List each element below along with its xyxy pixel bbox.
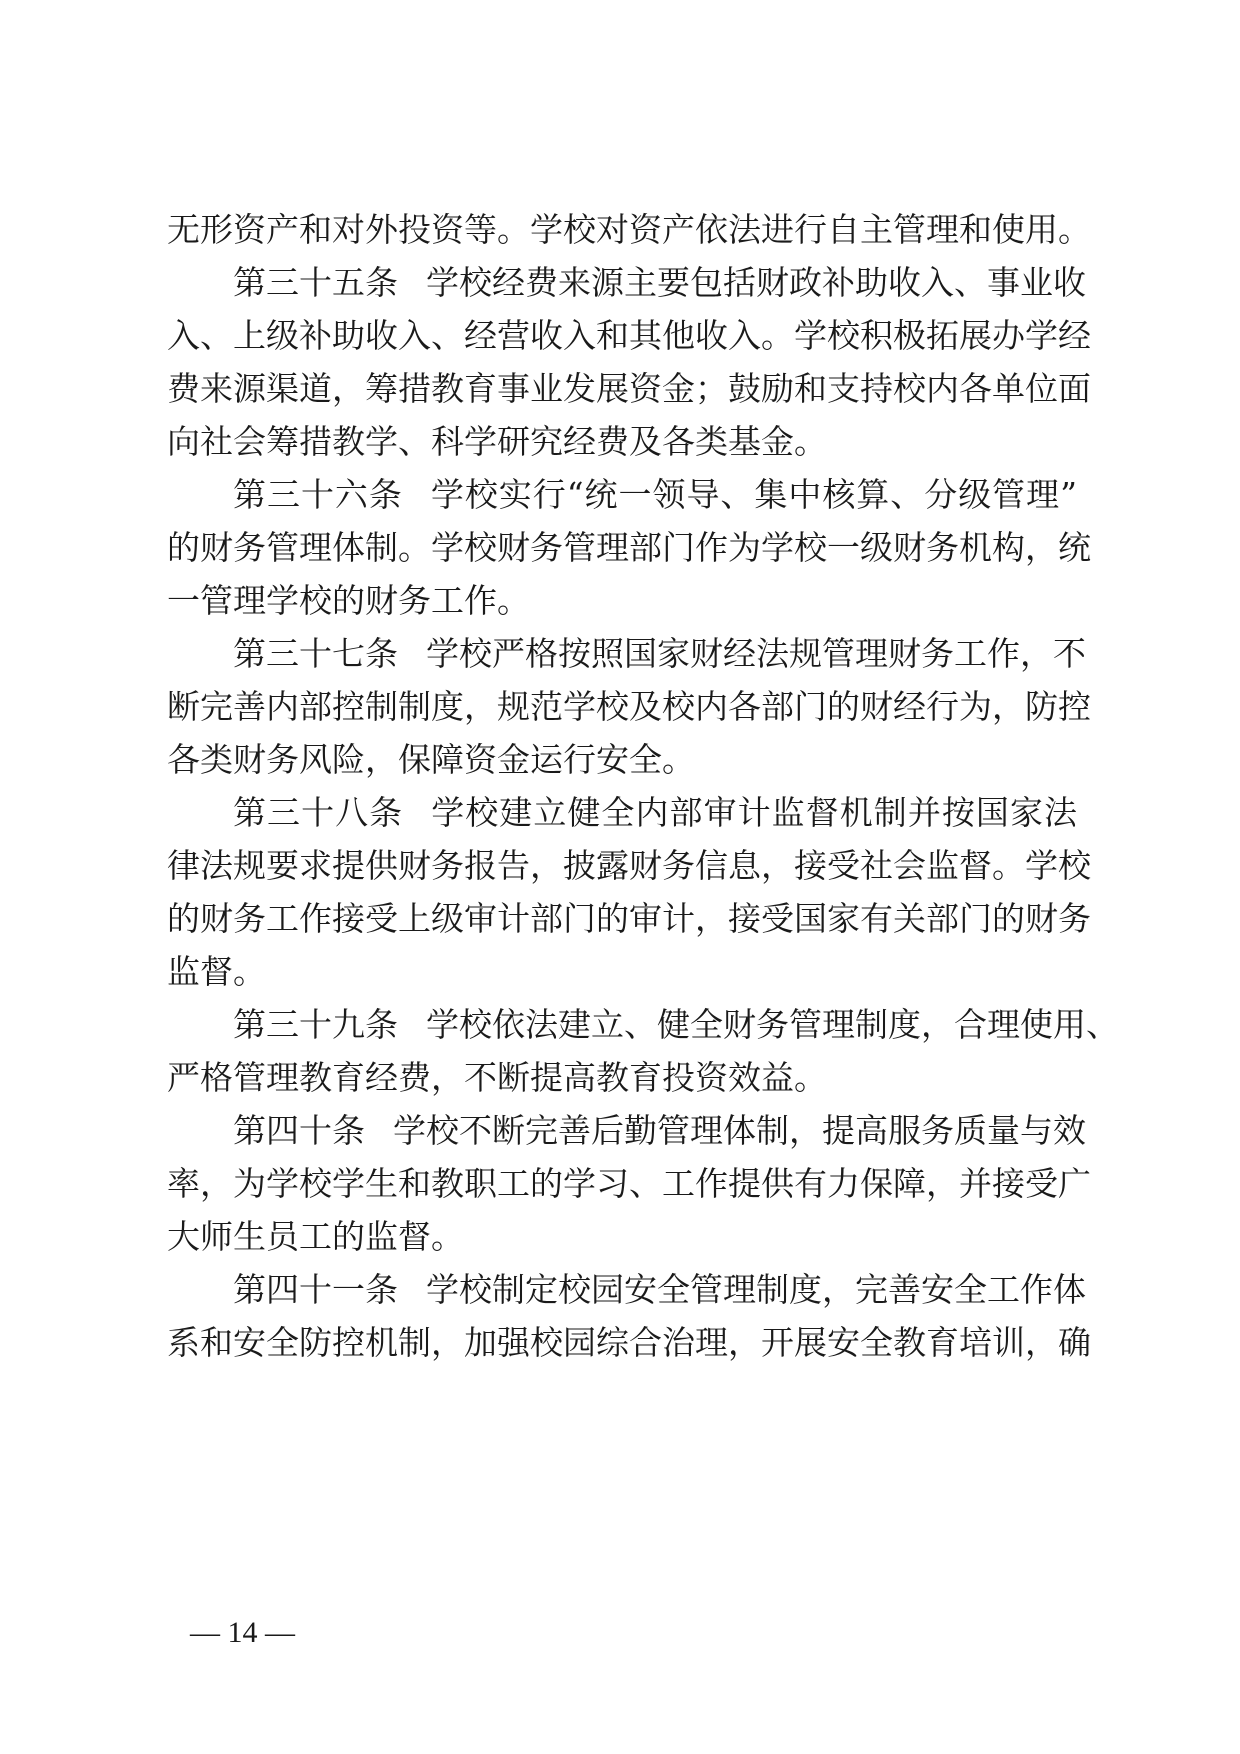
text-line: 学校经费来源主要包括财政补助收入、事业收 [426, 263, 1086, 302]
text-line: 监督。 [167, 952, 266, 991]
article-heading: 第四十条 [233, 1111, 365, 1150]
text-line: 率，为学校学生和教职工的学习、工作提供有力保障，并接受广 [167, 1164, 1091, 1203]
text-line: 的财务工作接受上级审计部门的审计，接受国家有关部门的财务 [167, 899, 1091, 938]
text-line: 学校不断完善后勤管理体制，提高服务质量与效 [393, 1111, 1086, 1150]
text-line: 大师生员工的监督。 [167, 1217, 464, 1256]
article-heading: 第三十七条 [233, 634, 398, 673]
article-heading: 第三十八条 [233, 793, 404, 832]
text-line: 的财务管理体制。学校财务管理部门作为学校一级财务机构，统 [167, 528, 1091, 567]
article-35-line [233, 263, 1086, 303]
article-41-line [233, 1270, 1086, 1310]
text-line: 学校建立健全内部审计监督机制并按国家法 [431, 793, 1078, 832]
text-line: 各类财务风险，保障资金运行安全。 [167, 740, 695, 779]
article-heading: 第三十五条 [233, 263, 398, 302]
text-line: 入、上级补助收入、经营收入和其他收入。学校积极拓展办学经 [167, 316, 1091, 355]
text-line: 费来源渠道，筹措教育事业发展资金；鼓励和支持校内各单位面 [167, 369, 1091, 408]
article-heading: 第三十九条 [233, 1005, 398, 1044]
article-37-line [233, 634, 1086, 674]
article-heading: 第四十一条 [233, 1270, 398, 1309]
text-line: 一管理学校的财务工作。 [167, 581, 530, 620]
text-line: 系和安全防控机制，加强校园综合治理，开展安全教育培训，确 [167, 1323, 1091, 1362]
text-line: 向社会筹措教学、科学研究经费及各类基金。 [167, 422, 827, 461]
text-line: 学校实行“统一领导、集中核算、分级管理” [430, 475, 1077, 514]
page-number: — 14 — [190, 1616, 295, 1649]
text-line: 无形资产和对外投资等。学校对资产依法进行自主管理和使用。 [167, 210, 1091, 249]
article-38-line [233, 793, 1077, 833]
article-39-line [233, 1005, 1119, 1045]
article-36-line [233, 475, 1077, 515]
text-line: 律法规要求提供财务报告，披露财务信息，接受社会监督。学校 [167, 846, 1091, 885]
text-line: 断完善内部控制制度，规范学校及校内各部门的财经行为，防控 [167, 687, 1091, 726]
article-heading: 第三十六条 [233, 475, 403, 514]
article-40-line [233, 1111, 1086, 1151]
text-line: 严格管理教育经费，不断提高教育投资效益。 [167, 1058, 827, 1097]
text-line: 学校严格按照国家财经法规管理财务工作，不 [426, 634, 1086, 673]
text-line: 学校依法建立、健全财务管理制度，合理使用、 [426, 1005, 1119, 1044]
text-line: 学校制定校园安全管理制度，完善安全工作体 [426, 1270, 1086, 1309]
